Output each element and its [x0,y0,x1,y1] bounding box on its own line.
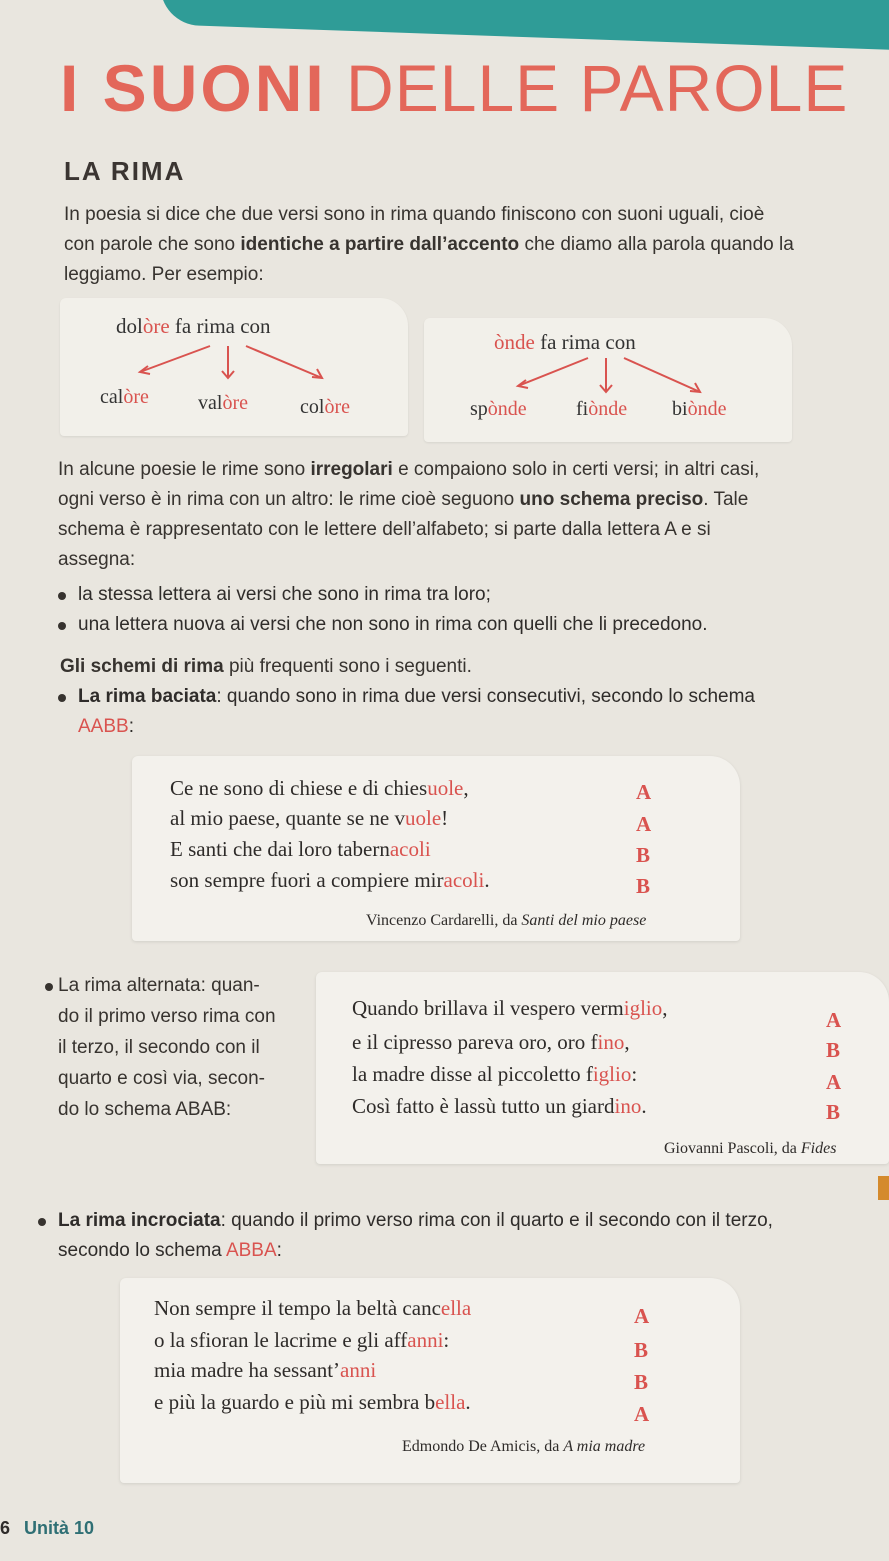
unit-label: Unità 10 [24,1518,95,1538]
schemes-intro-rest: più frequenti sono i seguenti. [223,656,472,677]
alternata-text [58,970,308,1125]
scheme-letter: B [636,874,651,898]
poem-source: Vincenzo Cardarelli, da Santi del mio paese [366,912,647,929]
example-word-colore: colòre [300,396,350,418]
verse-line: Quando brillava il vespero vermiglio, [352,996,668,1020]
rule-item: la stessa lettera ai versi che sono in rima tra loro; [56,580,796,610]
schemes-intro [60,652,795,682]
example-word-bionde: biònde [672,398,727,420]
intro-text-2: che diamo alla parola quando la leggiamo. Per esempio: [64,234,794,285]
poem-box-cardarelli [132,756,740,941]
rhyme-arrows [424,318,792,442]
incrociata-list [36,1206,806,1266]
poem-source: Edmondo De Amicis, da A mia madre [402,1438,646,1455]
head-post: fa rima con [534,330,636,354]
example-word-calore: calòre [100,386,149,408]
baciata-list [56,682,796,742]
page-accent [878,1176,889,1200]
verse-line: o la sfioran le lacrime e gli affanni: [154,1328,450,1352]
incrociata-scheme: ABBA [225,1240,277,1261]
alternata-line: La rima alternata: quan- [58,975,260,996]
intro-bold: identiche a partire dall’accento [240,234,520,255]
schemes-intro-bold: Gli schemi di rima [60,656,224,677]
head-stem: dol [116,314,143,338]
scheme-letter: A [826,1008,842,1032]
baciata-bold: La rima baciata [78,686,217,707]
scheme-letter: A [636,812,652,836]
verse-line: son sempre fuori a compiere miracoli. [170,868,490,892]
scheme-letter: B [826,1100,841,1124]
poem-box-pascoli [316,972,889,1164]
baciata-item [56,682,796,742]
alternata-line: do lo schema ABAB: [58,1099,232,1120]
irregular-bold-1: irregolari [310,459,393,480]
verse-line: mia madre ha sessant’anni [154,1358,377,1382]
verse-line: Non sempre il tempo la beltà cancella [154,1296,472,1320]
head-rhyme: ònde [494,330,535,354]
example-word-fionde: fiònde [576,398,628,420]
scheme-letter: A [636,780,652,804]
baciata-scheme: AABB [78,716,129,737]
incrociata-item [36,1206,806,1266]
scheme-letter: A [634,1304,650,1328]
baciata-end: : [128,716,134,737]
alternata-line: il terzo, il secondo con il [58,1037,260,1058]
verse-line: e il cipresso pareva oro, oro fino, [352,1030,630,1054]
head-post: fa rima con [169,314,271,338]
intro-paragraph [64,200,794,290]
scheme-letter: A [634,1402,650,1426]
alternata-line: do il primo verso rima con [58,1006,276,1027]
page-title-rest: DELLE PAROLE [346,51,849,125]
scheme-letter: A [826,1070,842,1094]
verse-line: Ce ne sono di chiese e di chiesuole, [170,776,469,800]
verse-line: la madre disse al piccoletto figlio: [352,1062,638,1086]
bullet-dot [45,983,53,991]
verse-line: e più la guardo e più mi sembra bella. [154,1390,471,1414]
scheme-letter: B [636,843,651,867]
verse-line: Così fatto è lassù tutto un giardino. [352,1094,647,1118]
baciata-text: : quando sono in rima due versi consecutivi, secondo lo schema [216,686,755,707]
example-box-onde [424,318,792,442]
incrociata-bold: La rima incrociata [58,1210,221,1231]
alternata-line: quarto e così via, secon- [58,1068,265,1089]
intro-text-1: In poesia si dice che due versi sono in rima quando finiscono con suoni uguali, cioè con parole che sono [64,204,765,255]
irregular-text-1: In alcune poesie le rime sono [58,459,311,480]
rhyme-arrows [60,298,408,436]
verse-line: E santi che dai loro tabernacoli [170,837,431,861]
header-band [159,0,889,56]
page-footer [0,1518,94,1539]
verse-line: al mio paese, quante se ne vuole! [170,806,449,830]
section-title: LA RIMA [64,156,186,186]
irregular-text-3: . Tale schema è rappresentato con le lettere dell’alfabeto; si parte dalla lettera A e si assegna: [58,489,749,570]
irregular-bold-2: uno schema preciso [519,489,704,510]
example-word-valore: valòre [198,392,248,414]
irregular-paragraph [58,455,793,575]
incrociata-text: : quando il primo verso rima con il quarto e il secondo con il terzo, secondo lo schema [58,1210,773,1261]
page-number: 6 [0,1518,11,1538]
scheme-letter: B [634,1338,649,1362]
scheme-letter: B [826,1038,841,1062]
example-word-sponde: spònde [470,398,527,420]
rules-list [56,580,796,640]
rule-item: una lettera nuova ai versi che non sono in rima con quelli che li precedono. [56,610,796,640]
incrociata-end: : [276,1240,282,1261]
example-box-dolore [60,298,408,436]
poem-box-de-amicis [120,1278,740,1483]
irregular-text-2: e compaiono solo in certi versi; in altri casi, ogni verso è in rima con un altro: le rime cioè seguono [58,459,760,510]
head-rhyme: òre [142,314,170,338]
page-title-bold: I SUONI [60,51,327,125]
scheme-letter: B [634,1370,649,1394]
poem-source: Giovanni Pascoli, da Fides [664,1140,837,1157]
page-title [60,50,848,126]
